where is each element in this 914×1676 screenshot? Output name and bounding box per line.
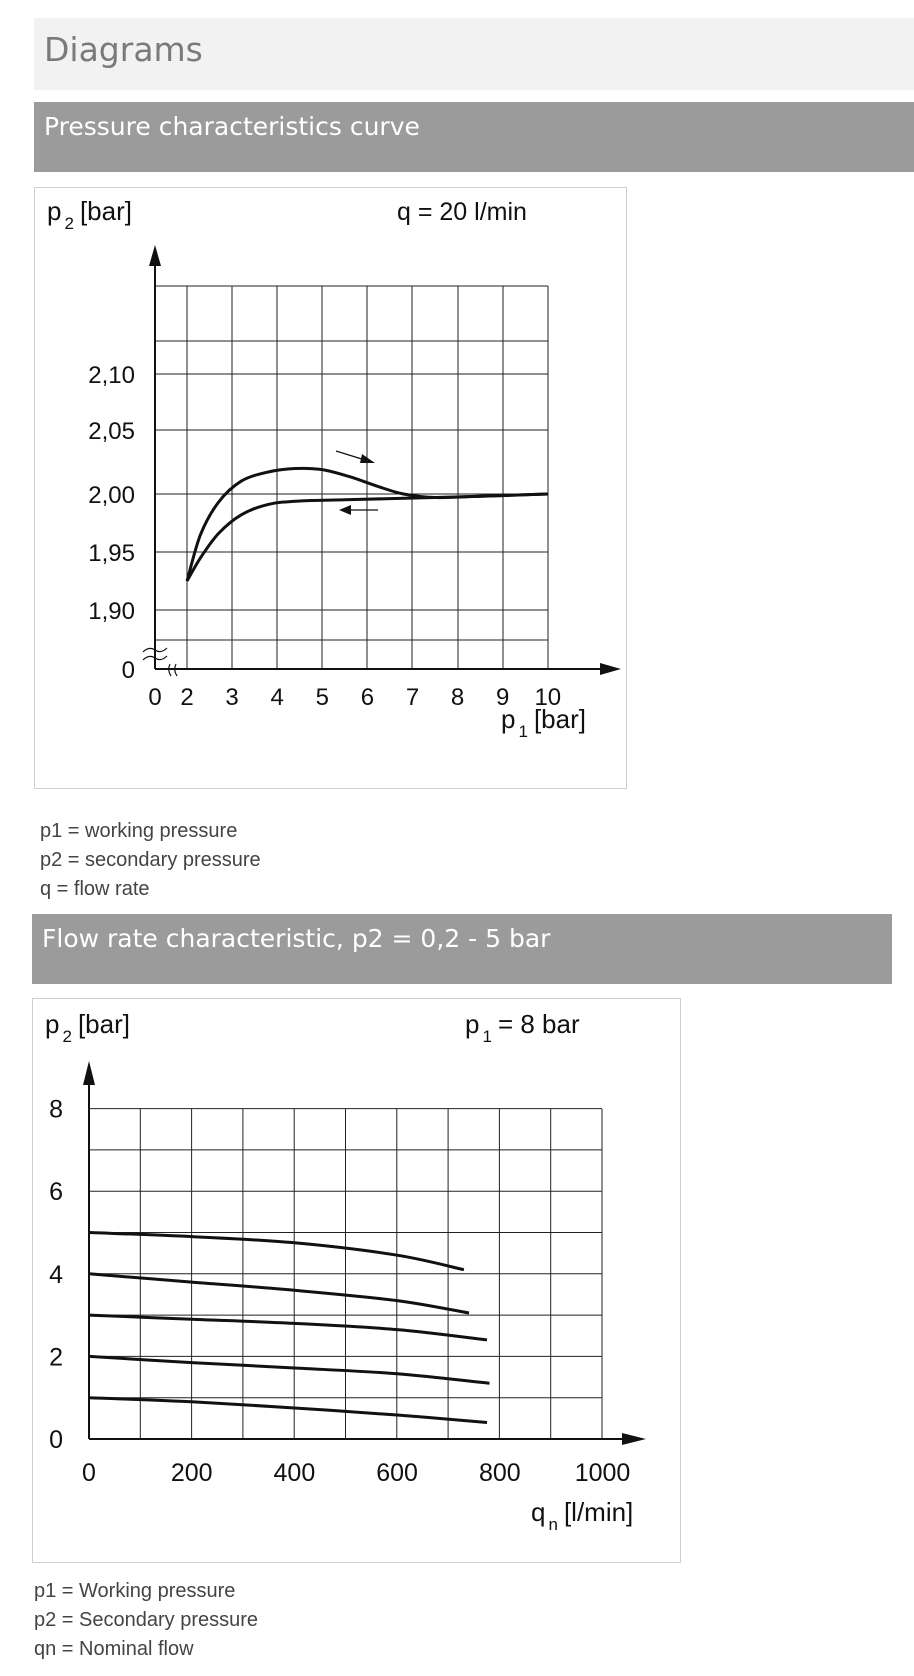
y-tick-label: 2 [49,1343,63,1372]
direction-arrow-increasing [336,451,365,460]
x-tick-label: 200 [170,1459,213,1487]
y-axis-arrow [83,1061,95,1085]
y-tick-label: 1,95 [88,540,135,567]
chart-annotation: q = 20 l/min [397,198,527,226]
y-tick-label: 1,90 [88,598,135,625]
page-title: Diagrams [44,30,203,69]
direction-arrowhead-decreasing [339,505,351,515]
y-tick-label: 4 [49,1260,63,1289]
legend-line: p1 = working pressure [40,820,238,842]
y-axis-label: p $_2$ [bar] [47,196,132,233]
legend-line: q = flow rate [40,878,150,900]
y-tick-label: 0 [121,657,135,684]
x-axis-label: p $_1$ [bar] [501,704,586,741]
y-tick-label: 2,10 [88,362,135,389]
x-tick-label: 0 [82,1459,96,1487]
y-tick-label: 2,05 [88,418,135,445]
x-tick-label: 0 [148,684,162,711]
y-axis-arrow [149,245,161,266]
series-line-1 [89,1233,464,1270]
series-line-4 [89,1356,490,1383]
y-tick-label: 0 [49,1426,63,1454]
x-tick-label: 600 [376,1459,418,1487]
legend-line: p1 = Working pressure [34,1580,236,1602]
x-tick-label: 6 [360,684,375,711]
flow-legend [34,1577,258,1664]
flow-chart-frame [32,998,681,1563]
chart-annotation: p $_1$ = 8 bar [465,1009,580,1046]
x-tick-label: 2 [180,684,194,711]
series-line-3 [89,1315,487,1340]
x-tick-label: 8 [450,684,465,711]
y-tick-label: 2,00 [88,482,135,509]
section-title-pressure: Pressure characteristics curve [44,112,420,141]
x-tick-label: 1000 [574,1459,631,1487]
y-axis-label: p $_2$ [bar] [45,1009,130,1046]
section-bar-pressure [34,102,914,172]
x-axis-label: q $_n$ [l/min] [531,1497,634,1534]
x-tick-label: 7 [405,684,420,711]
x-tick-label: 9 [496,684,510,711]
x-tick-label: 5 [315,684,329,711]
diagrams-header [34,18,914,90]
legend-line: p2 = secondary pressure [40,849,261,871]
pressure-chart-frame [34,187,627,789]
y-tick-label: 6 [49,1178,63,1207]
series-line-2 [89,1274,469,1313]
pressure-chart [35,188,626,788]
x-tick-label: 400 [273,1459,316,1487]
x-axis-arrow [622,1433,646,1445]
legend-line: qn = Nominal flow [34,1638,194,1660]
x-axis-arrow [600,663,621,675]
section-bar-flow [32,914,892,984]
pressure-legend [40,817,261,904]
x-tick-label: 800 [478,1459,521,1487]
section-title-flow: Flow rate characteristic, p2 = 0,2 - 5 bar [42,924,551,953]
legend-line: p2 = Secondary pressure [34,1609,259,1631]
x-tick-label: 3 [225,684,239,711]
series-line-5 [89,1398,487,1423]
flow-chart [33,999,680,1562]
y-tick-label: 8 [49,1095,63,1124]
x-tick-label: 10 [534,684,562,711]
x-tick-label: 4 [270,684,284,711]
